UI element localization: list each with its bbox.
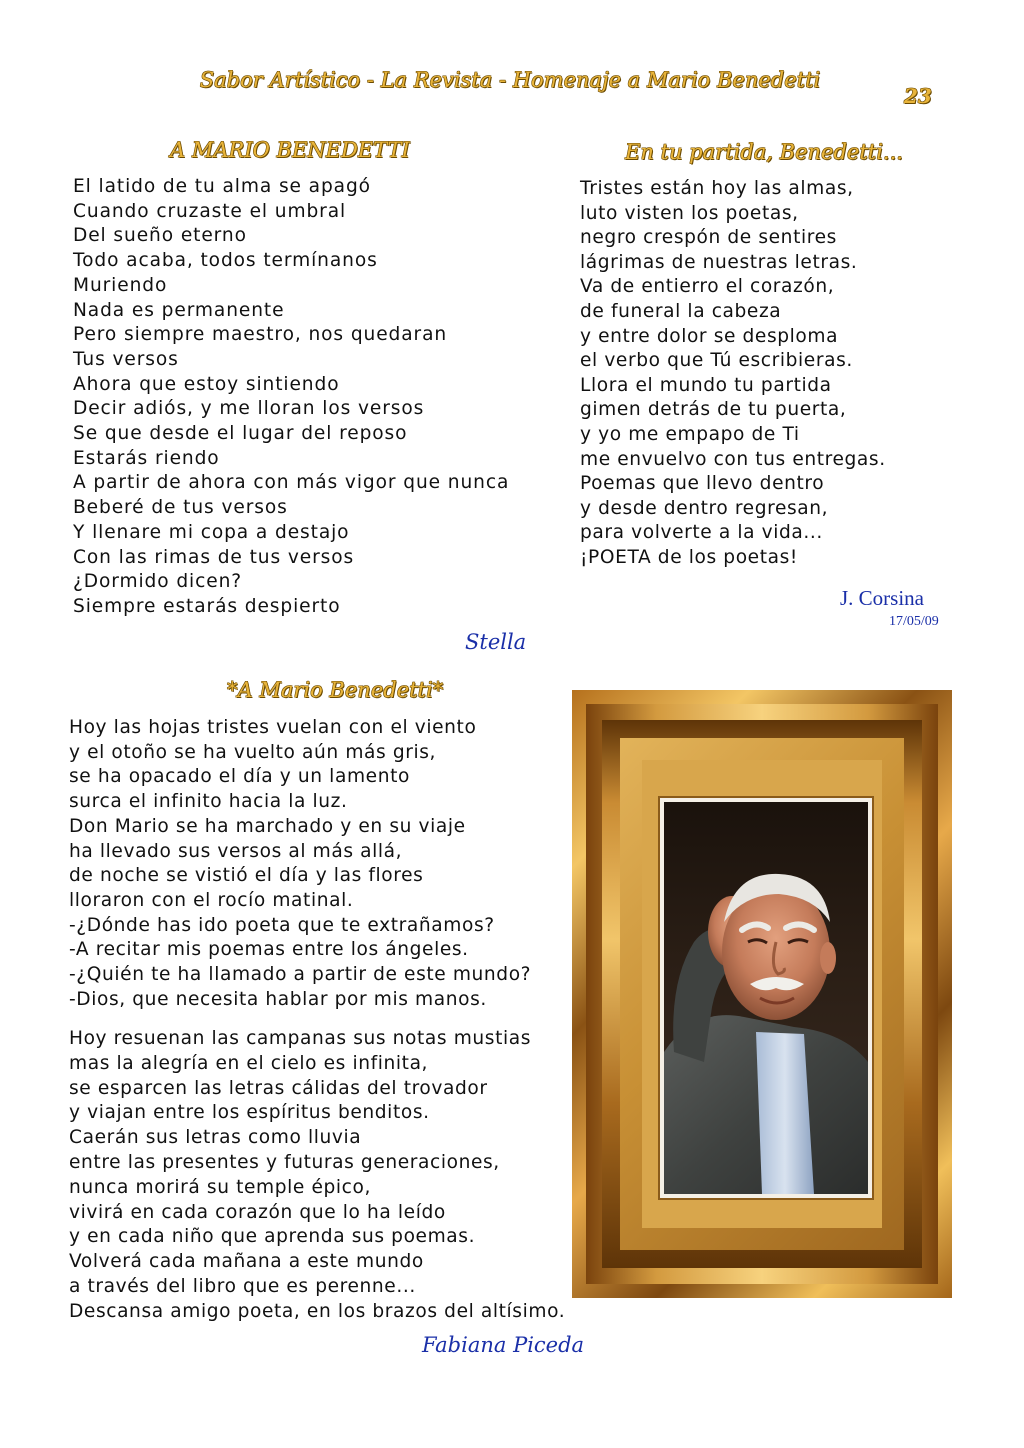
poem-line: el verbo que Tú escribieras. <box>580 350 853 372</box>
poem-left-body <box>73 175 509 620</box>
poem-line: Del sueño eterno <box>73 225 247 247</box>
poem-right-author: J. Corsina <box>840 586 924 610</box>
poem-line: Nada es permanente <box>73 299 285 321</box>
poem-line: Tristes están hoy las almas, <box>580 178 854 199</box>
portrait-photo <box>664 802 868 1194</box>
poem-line: Llora el mundo tu partida <box>580 374 832 396</box>
poem-line: Siempre estarás despierto <box>73 595 341 617</box>
poem-line: -¿Dónde has ido poeta que te extrañamos? <box>69 914 495 936</box>
poem-line: y viajan entre los espíritus benditos. <box>69 1102 430 1124</box>
poem-line: me envuelvo con tus entregas. <box>580 448 886 470</box>
poem-line: Caerán sus letras como lluvia <box>69 1127 362 1149</box>
poem-right-body <box>580 177 886 571</box>
poem-line: lágrimas de nuestras letras. <box>580 251 858 273</box>
poem-line: El latido de tu alma se apagó <box>73 176 371 197</box>
poem-bottom-author: Fabiana Piceda <box>422 1333 585 1357</box>
poem-right-title: En tu partida, Benedetti... <box>625 140 903 164</box>
poem-line: se esparcen las letras cálidas del trovador <box>69 1077 488 1099</box>
poem-line: Pero siempre maestro, nos quedaran <box>73 324 448 346</box>
magazine-header-title: Sabor Artístico - La Revista - Homenaje a Mario Benedetti <box>199 68 821 92</box>
poem-line: a través del libro que es perenne... <box>69 1275 416 1297</box>
poem-line: Se que desde el lugar del reposo <box>73 423 408 445</box>
page-number: 23 <box>904 84 932 108</box>
poem-line: Decir adiós, y me lloran los versos <box>73 398 425 420</box>
poem-line: se ha opacado el día y un lamento <box>69 766 410 788</box>
poem-line: y en cada niño que aprenda sus poemas. <box>69 1226 476 1248</box>
picture-frame <box>572 690 952 1298</box>
poem-line: Tus versos <box>73 348 179 370</box>
poem-line: Hoy las hojas tristes vuelan con el viento <box>69 717 477 738</box>
poem-line: entre las presentes y futuras generaciones, <box>69 1151 500 1173</box>
poem-line: Beberé de tus versos <box>73 497 288 519</box>
poem-line: Cuando cruzaste el umbral <box>73 200 347 222</box>
poem-line: Don Mario se ha marchado y en su viaje <box>69 815 466 837</box>
poem-right-date: 17/05/09 <box>889 614 939 629</box>
poem-line: -A recitar mis poemas entre los ángeles. <box>69 939 469 961</box>
poem-line: y entre dolor se desploma <box>580 325 839 347</box>
poem-line: Ahora que estoy sintiendo <box>73 373 340 395</box>
poem-line: Y llenare mi copa a destajo <box>73 521 350 543</box>
poem-line: de noche se vistió el día y las flores <box>69 865 424 887</box>
poem-line: nunca morirá su temple épico, <box>69 1176 371 1198</box>
poem-line: y desde dentro regresan, <box>580 497 829 519</box>
poem-line: Estarás riendo <box>73 447 220 469</box>
poem-line: ¡POETA de los poetas! <box>580 546 798 568</box>
poem-line: Muriendo <box>73 274 168 296</box>
poem-line: -Dios, que necesita hablar por mis manos. <box>69 988 487 1010</box>
poem-line: y yo me empapo de Ti <box>580 423 800 445</box>
poem-line: de funeral la cabeza <box>580 300 782 322</box>
poem-line: ha llevado sus versos al más allá, <box>69 840 403 862</box>
poem-bottom-stanza-1 <box>69 716 531 1012</box>
poem-left-author: Stella <box>465 630 527 654</box>
poem-line: y el otoño se ha vuelto aún más gris, <box>69 741 437 763</box>
poem-line: Poemas que llevo dentro <box>580 473 825 495</box>
poem-line: lloraron con el rocío matinal. <box>69 889 354 911</box>
poem-bottom-stanza-2 <box>69 1027 565 1325</box>
poem-line: Con las rimas de tus versos <box>73 546 355 568</box>
poem-line: Descansa amigo poeta, en los brazos del altísimo. <box>69 1300 566 1322</box>
poem-line: negro crespón de sentires <box>580 227 837 249</box>
poem-line: mas la alegría en el cielo es infinita, <box>69 1052 429 1074</box>
poem-line: Todo acaba, todos termínanos <box>73 250 378 272</box>
poem-line: surca el infinito hacia la luz. <box>69 791 348 813</box>
portrait-illustration <box>664 802 868 1194</box>
poem-bottom-title: *A Mario Benedetti* <box>227 678 444 702</box>
poem-line: gimen detrás de tu puerta, <box>580 399 847 421</box>
poem-line: -¿Quién te ha llamado a partir de este mundo? <box>69 964 532 986</box>
poem-line: para volverte a la vida... <box>580 522 823 544</box>
poem-line: Volverá cada mañana a este mundo <box>69 1251 424 1273</box>
photo-mat <box>660 798 872 1198</box>
poem-line: vivirá en cada corazón que lo ha leído <box>69 1201 446 1223</box>
poem-line: Va de entierro el corazón, <box>580 276 835 298</box>
poem-line: ¿Dormido dicen? <box>73 571 243 593</box>
poem-left-title: A MARIO BENEDETTI <box>170 138 410 162</box>
poem-line: Hoy resuenan las campanas sus notas mustias <box>69 1028 532 1049</box>
poem-line: A partir de ahora con más vigor que nunca <box>73 472 510 494</box>
poem-line: luto visten los poetas, <box>580 202 799 224</box>
